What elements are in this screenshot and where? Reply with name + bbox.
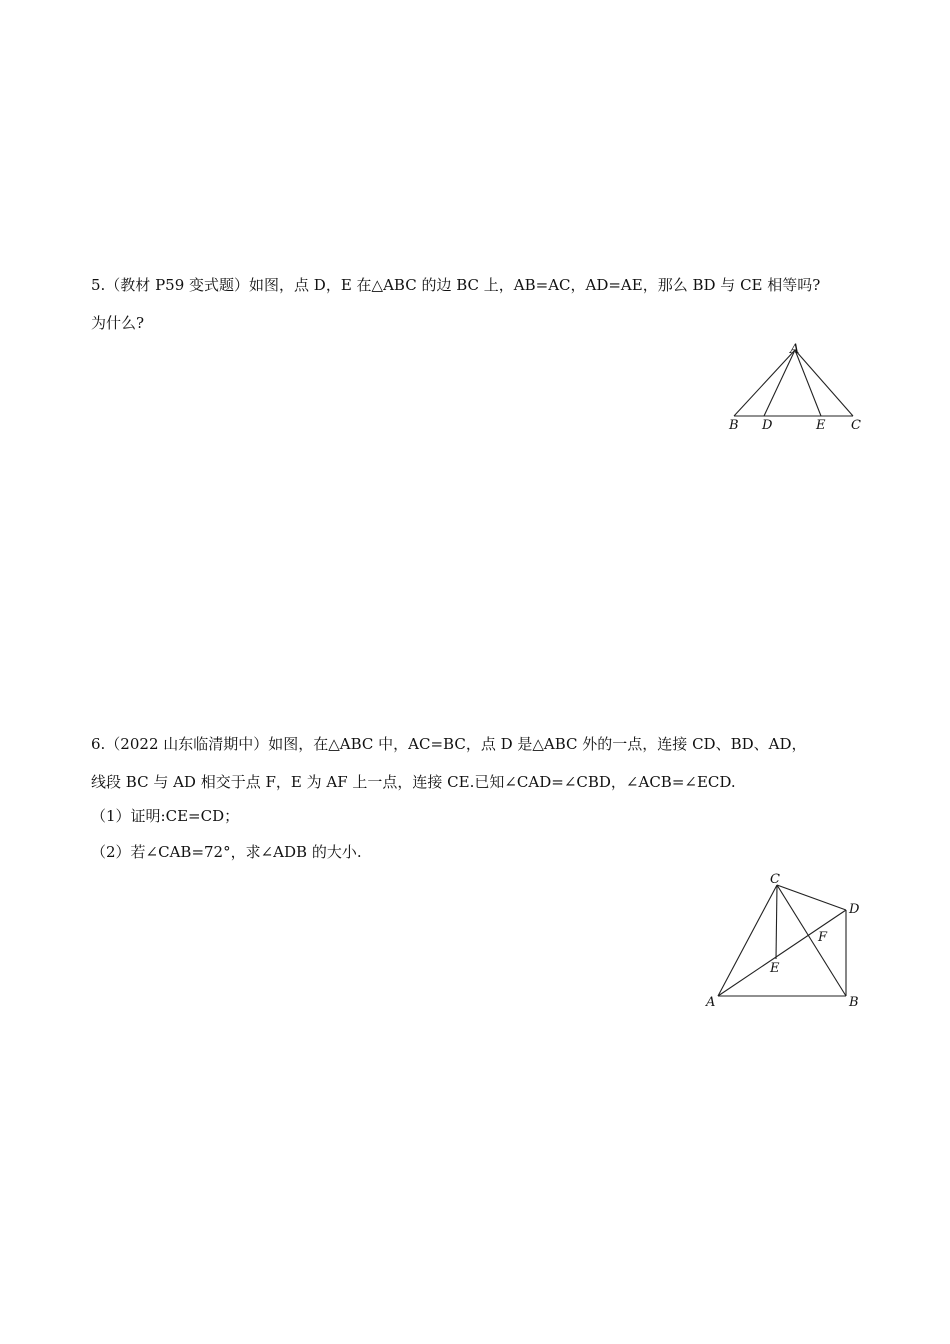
- label-c: C: [851, 418, 861, 433]
- segment-ab: [734, 350, 795, 416]
- label-b: B: [729, 418, 739, 433]
- segment-ca: [718, 885, 777, 996]
- segment-ad: [764, 350, 795, 416]
- problem5-figure: [720, 340, 870, 440]
- label-e: E: [816, 418, 826, 433]
- segment-cb: [777, 885, 846, 996]
- label-f: F: [818, 930, 828, 945]
- label-c: C: [770, 872, 780, 887]
- segment-ce: [776, 885, 777, 959]
- problem6-part1: （1）证明:CE=CD；: [91, 807, 240, 825]
- problem6-part2: （2）若∠CAB=72°，求∠ADB 的大小.: [91, 843, 362, 861]
- label-d: D: [762, 418, 773, 433]
- problem6-text-line2: 线段 BC 与 AD 相交于点 F，E 为 AF 上一点，连接 CE.已知∠CAD=∠CBD，∠ACB=∠ECD.: [91, 773, 736, 791]
- label-e: E: [770, 961, 780, 976]
- problem5-text-line1: 5.（教材 P59 变式题）如图，点 D，E 在△ABC 的边 BC 上，AB=AC，AD=AE，那么 BD 与 CE 相等吗?: [91, 276, 821, 294]
- segment-ae: [795, 350, 821, 416]
- problem6-figure: [700, 865, 870, 1015]
- label-a: A: [790, 342, 800, 357]
- label-d: D: [849, 902, 860, 917]
- label-a: A: [706, 995, 716, 1010]
- problem5-text-line2: 为什么?: [91, 314, 145, 332]
- label-b: B: [849, 995, 859, 1010]
- segment-cd: [777, 885, 846, 910]
- segment-ad: [718, 910, 846, 996]
- problem6-text-line1: 6.（2022 山东临清期中）如图，在△ABC 中，AC=BC，点 D 是△ABC 外的一点，连接 CD、BD、AD，: [91, 735, 807, 753]
- segment-ac: [795, 350, 853, 416]
